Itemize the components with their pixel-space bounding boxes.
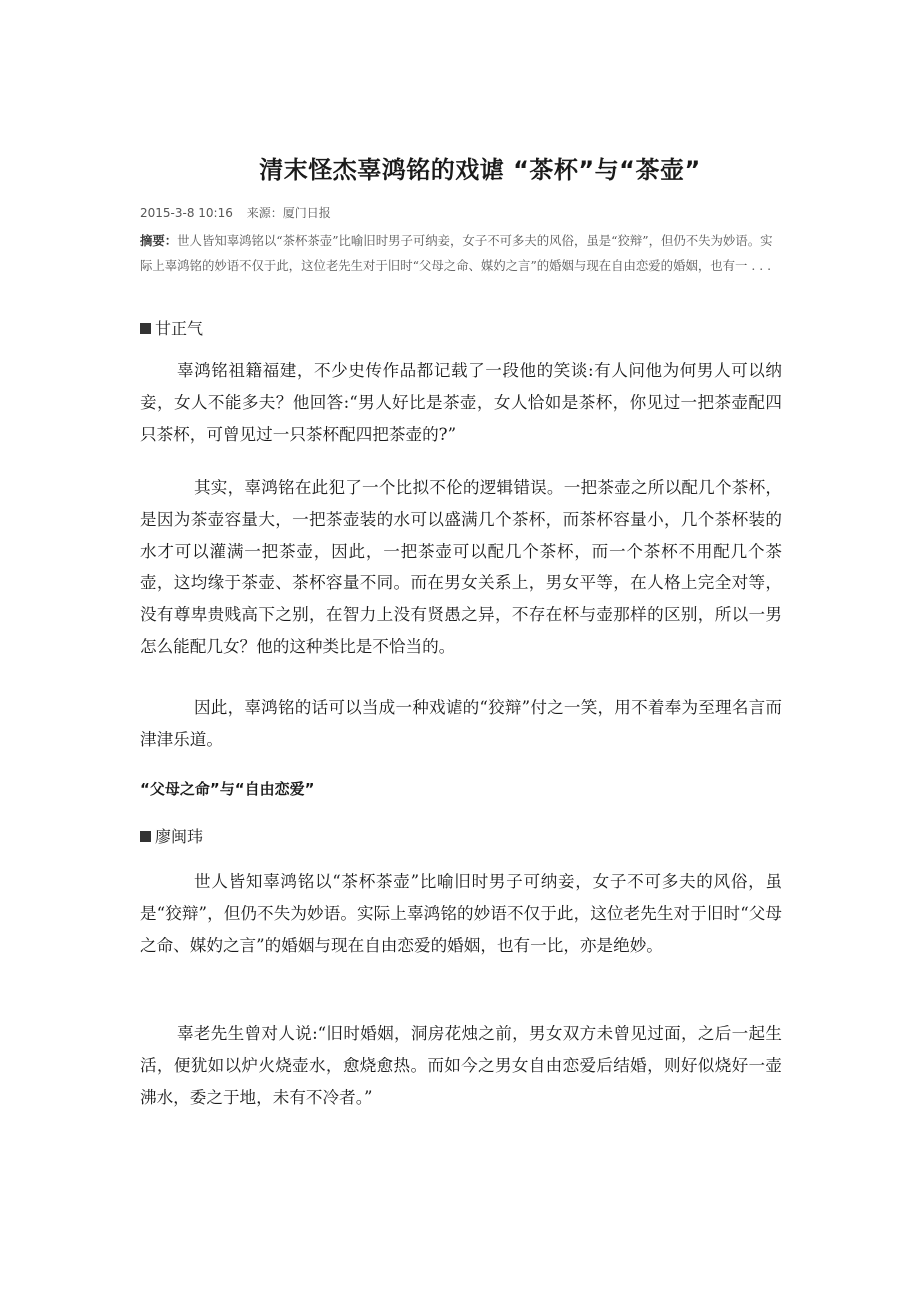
author-name: 廖闽玮 [155,827,204,846]
article-meta [140,204,341,221]
publish-date: 2015-3-8 10:16 [140,206,233,220]
paragraph: 辜老先生曾对人说:“旧时婚姻，洞房花烛之前，男女双方未曾见过面，之后一起生活，便犹如以炉火烧壶水，愈烧愈热。而如今之男女自由恋爱后结婚，则好似烧好一壶沸水，委之于地，未有不冷者。” [140,1024,782,1107]
abstract-text: 世人皆知辜鸿铭以“茶杯茶壶”比喻旧时男子可纳妾，女子不可多夫的风俗，虽是“狡辩”，但仍不失为妙语。实际上辜鸿铭的妙语不仅于此，这位老先生对于旧时“父母之命、媒妁之言”的婚姻与现在自由恋爱的婚姻，也有一 . . . [140,233,773,273]
article-title: 清末怪杰辜鸿铭的戏谑 “茶杯”与“茶壶” [259,156,701,184]
paragraph: 世人皆知辜鸿铭以“茶杯茶壶”比喻旧时男子可纳妾，女子不可多夫的风俗，虽是“狡辩”，但仍不失为妙语。实际上辜鸿铭的妙语不仅于此，这位老先生对于旧时“父母之命、媒妁之言”的婚姻与现在自由恋爱的婚姻，也有一比，亦是绝妙。 [140,872,782,955]
square-bullet-icon [140,831,151,842]
author-line-1 [140,316,203,339]
article-source: 来源：厦门日报 [246,206,331,220]
square-bullet-icon [140,323,151,334]
section-heading: “父母之命”与“自由恋爱” [140,780,315,798]
paragraph: 其实，辜鸿铭在此犯了一个比拟不伦的逻辑错误。一把茶壶之所以配几个茶杯，是因为茶壶容量大，一把茶壶装的水可以盛满几个茶杯，而茶杯容量小，几个茶杯装的水才可以灌满一把茶壶，因此，一把茶壶可以配几个茶杯，而一个茶杯不用配几个茶壶，这均缘于茶壶、茶杯容量不同。而在男女关系上，男女平等，在人格上完全对等，没有尊卑贵贱高下之别，在智力上没有贤愚之异，不存在杯与壶那样的区别，所以一男怎么能配几女？他的这种类比是不恰当的。 [140,478,782,656]
article-abstract [140,228,780,278]
author-name: 甘正气 [155,319,204,338]
author-line-2 [140,824,203,847]
paragraph: 因此，辜鸿铭的话可以当成一种戏谑的“狡辩”付之一笑，用不着奉为至理名言而津津乐道。 [140,698,782,749]
paragraph: 辜鸿铭祖籍福建，不少史传作品都记载了一段他的笑谈:有人问他为何男人可以纳妾，女人不能多夫？他回答:“男人好比是茶壶，女人恰如是茶杯，你见过一把茶壶配四只茶杯，可曾见过一只茶杯配四把茶壶的?” [140,361,782,444]
abstract-label: 摘要： [140,233,178,248]
